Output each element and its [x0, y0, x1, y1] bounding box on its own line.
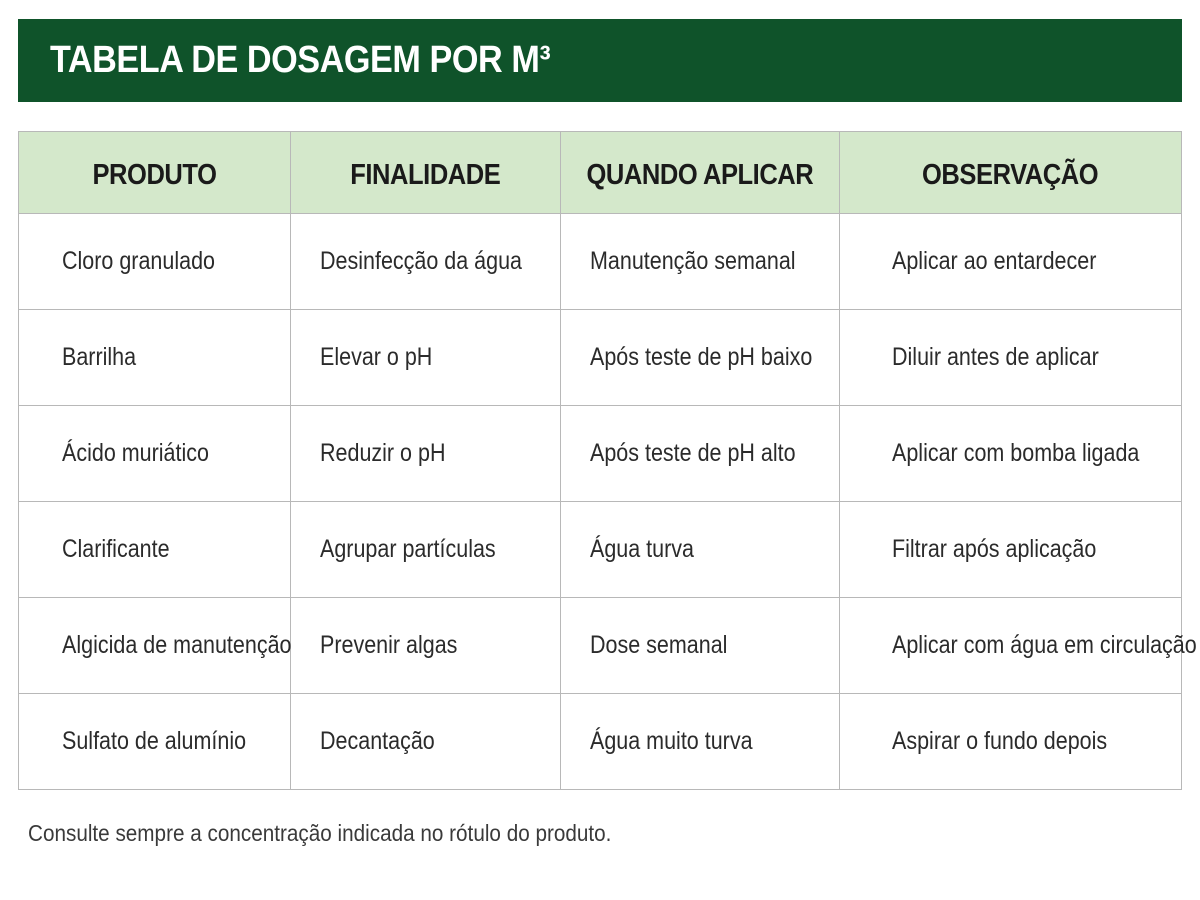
table-row — [19, 214, 1182, 310]
table-cell-observacao: Aplicar com água em circulação — [840, 598, 1182, 694]
table-cell-produto: Algicida de manutenção — [19, 598, 291, 694]
table-cell-observacao: Diluir antes de aplicar — [840, 310, 1182, 406]
table-cell-quando-aplicar: Dose semanal — [561, 598, 840, 694]
table-row — [19, 502, 1182, 598]
table-cell-quando-aplicar: Manutenção semanal — [561, 214, 840, 310]
dosage-table — [18, 131, 1197, 790]
footnote: Consulte sempre a concentração indicada no rótulo do produto. — [28, 820, 612, 846]
table-cell-quando-aplicar: Água turva — [561, 502, 840, 598]
page-title: TABELA DE DOSAGEM POR M³ — [50, 39, 551, 81]
column-header-produto: PRODUTO — [19, 132, 291, 214]
column-header-observacao: OBSERVAÇÃO — [840, 132, 1182, 214]
table-cell-quando-aplicar: Água muito turva — [561, 694, 840, 790]
table-cell-produto: Cloro granulado — [19, 214, 291, 310]
table-cell-observacao: Aspirar o fundo depois — [840, 694, 1182, 790]
table-cell-observacao: Filtrar após aplicação — [840, 502, 1182, 598]
table-cell-finalidade: Elevar o pH — [291, 310, 561, 406]
table-cell-finalidade: Decantação — [291, 694, 561, 790]
title-banner — [18, 19, 1182, 102]
table-cell-produto: Barrilha — [19, 310, 291, 406]
table-cell-finalidade: Desinfecção da água — [291, 214, 561, 310]
table-cell-quando-aplicar: Após teste de pH alto — [561, 406, 840, 502]
table-row — [19, 598, 1182, 694]
table-cell-produto: Ácido muriático — [19, 406, 291, 502]
table-cell-produto: Clarificante — [19, 502, 291, 598]
table-row — [19, 406, 1182, 502]
table-cell-quando-aplicar: Após teste de pH baixo — [561, 310, 840, 406]
table-cell-finalidade: Reduzir o pH — [291, 406, 561, 502]
table-cell-observacao: Aplicar com bomba ligada — [840, 406, 1182, 502]
table-header-row — [19, 132, 1182, 214]
table-cell-produto: Sulfato de alumínio — [19, 694, 291, 790]
column-header-finalidade: FINALIDADE — [291, 132, 561, 214]
table-cell-observacao: Aplicar ao entardecer — [840, 214, 1182, 310]
table-cell-finalidade: Prevenir algas — [291, 598, 561, 694]
column-header-quando-aplicar: QUANDO APLICAR — [561, 132, 840, 214]
table-row — [19, 694, 1182, 790]
table-row — [19, 310, 1182, 406]
table-cell-finalidade: Agrupar partículas — [291, 502, 561, 598]
